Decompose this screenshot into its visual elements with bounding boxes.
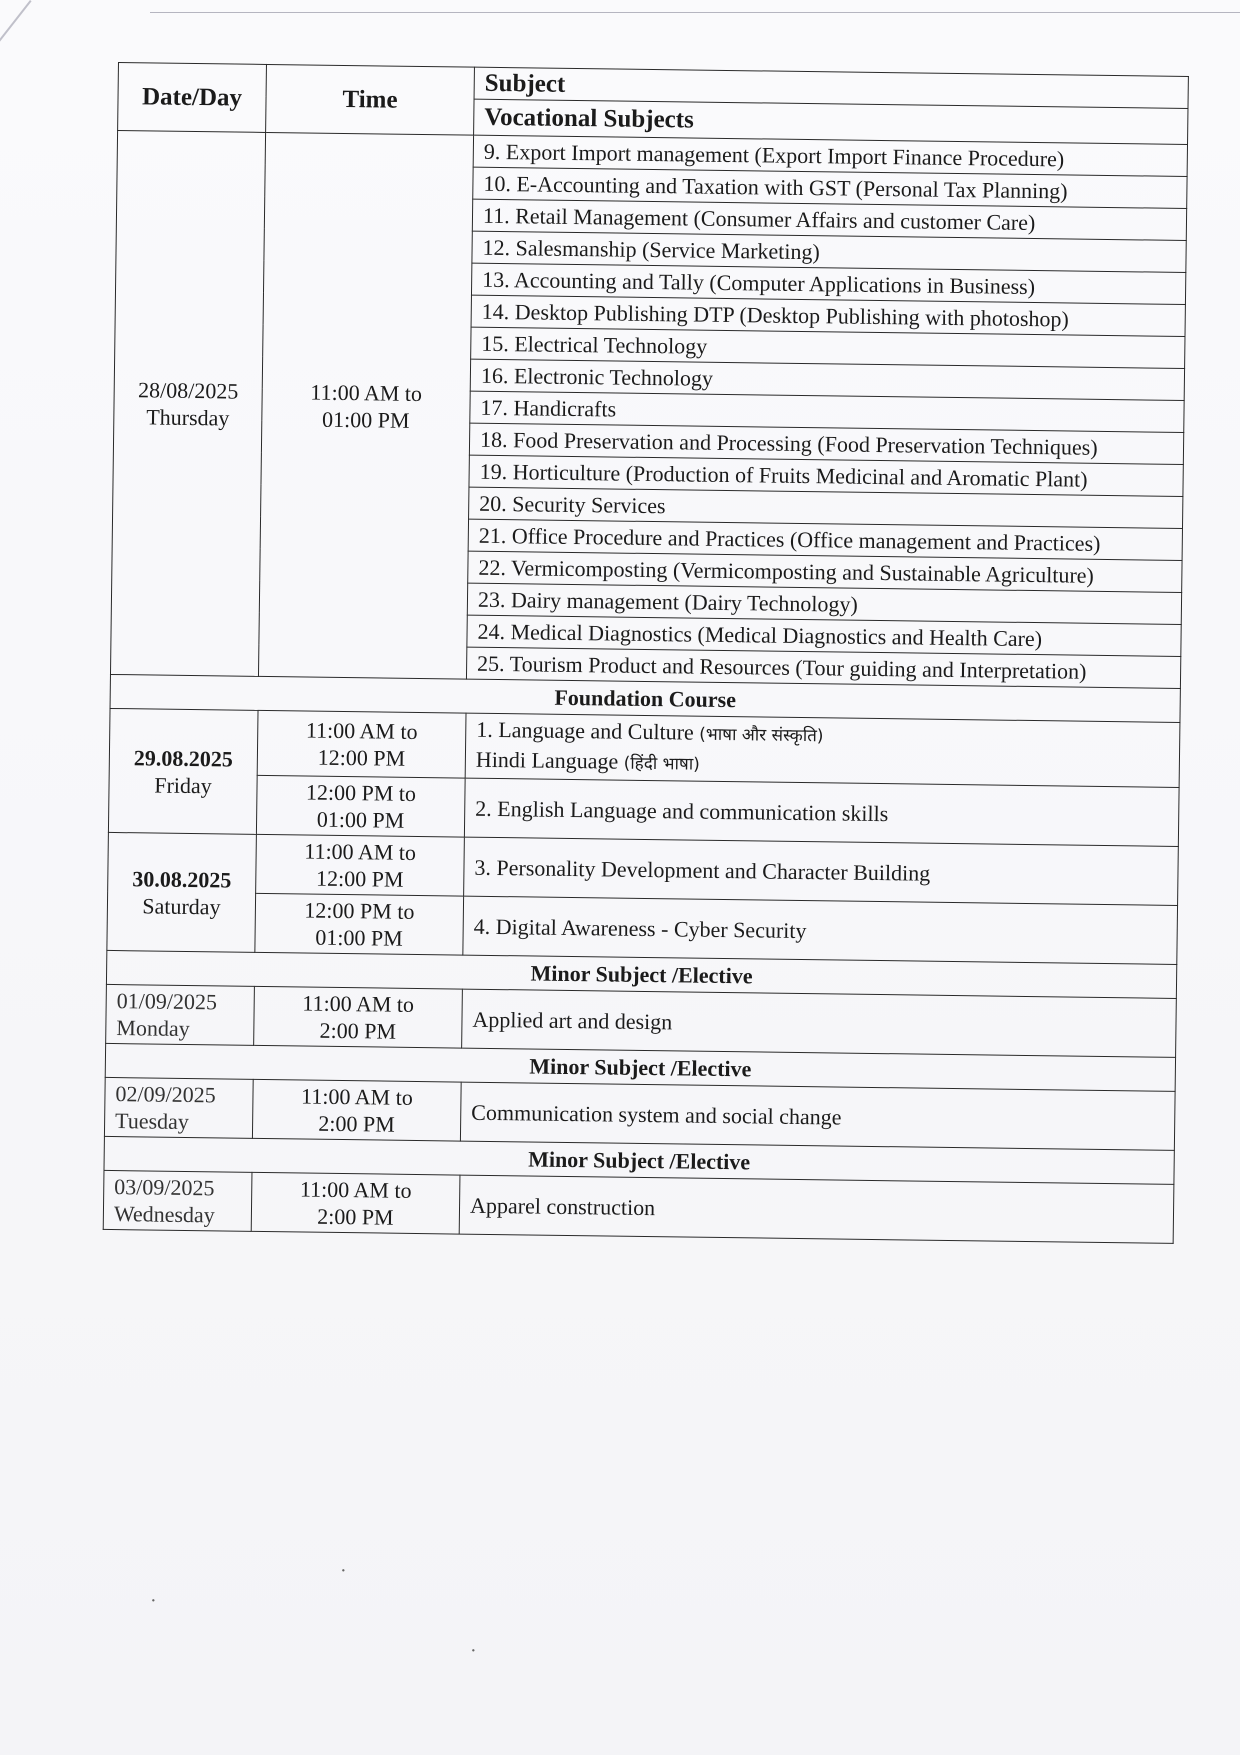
minor2-subject: Communication system and social change — [460, 1082, 1175, 1150]
foundation-day2-slot2-subject: 4. Digital Awareness - Cyber Security — [463, 896, 1178, 964]
page-edge-line — [150, 12, 1240, 13]
subject-row: 18. Food Preservation and Processing (Food Preservation Techniques) — [469, 423, 1183, 464]
subject-row: 17. Handicrafts — [470, 391, 1184, 432]
foundation-day1-slot1-time — [257, 710, 466, 778]
foundation-day2-slot1-subject: 3. Personality Development and Character Building — [464, 837, 1179, 905]
minor2-date-cell — [104, 1077, 253, 1138]
subject-row: 19. Horticulture (Production of Fruits Medicinal and Aromatic Plant) — [469, 455, 1183, 496]
subject-text: Hindi Language — [475, 746, 619, 774]
subject-row: 9. Export Import management (Export Import Finance Procedure) — [473, 135, 1187, 176]
foundation-day1-slot2-subject: 2. English Language and communication skills — [464, 778, 1179, 846]
foundation-day1-date-cell — [108, 708, 258, 834]
minor1-date-cell — [106, 984, 255, 1045]
subject-row: 24. Medical Diagnostics (Medical Diagnostics and Health Care) — [467, 615, 1181, 656]
minor2-time — [252, 1079, 461, 1141]
minor1-subject: Applied art and design — [462, 989, 1177, 1057]
foundation-day2-date: 30.08.2025 — [132, 865, 232, 893]
time-end: 01:00 PM — [316, 806, 405, 833]
time-start: 11:00 AM to — [299, 1176, 412, 1203]
foundation-day1-slot2-time — [256, 775, 465, 837]
subject-row: 21. Office Procedure and Practices (Office management and Practices) — [468, 519, 1182, 560]
vocational-time-start: 11:00 AM to — [310, 379, 423, 406]
vocational-date: 28/08/2025 — [137, 376, 239, 404]
minor3-date: 03/09/2025 — [114, 1174, 215, 1201]
subject-text: 1. Language and Culture — [476, 716, 694, 745]
foundation-course-title: Foundation Course — [110, 674, 1180, 722]
foundation-day2-date-cell — [107, 832, 257, 952]
foundation-day1-day: Friday — [154, 772, 212, 798]
foundation-day1-date: 29.08.2025 — [133, 744, 234, 772]
exam-schedule — [103, 62, 1188, 1244]
header-subject: Subject — [474, 67, 1188, 108]
time-end: 2:00 PM — [319, 1017, 397, 1044]
minor3-time — [251, 1172, 460, 1234]
subject-row: 16. Electronic Technology — [470, 359, 1184, 400]
subject-row: 13. Accounting and Tally (Computer Applications in Business) — [471, 263, 1185, 304]
minor1-day: Monday — [116, 1015, 190, 1042]
scan-speck: · — [150, 1590, 157, 1612]
minor2-date: 02/09/2025 — [115, 1081, 216, 1108]
time-end: 12:00 PM — [317, 744, 406, 771]
vocational-subjects-title: Vocational Subjects — [474, 99, 1188, 144]
subject-row: 14. Desktop Publishing DTP (Desktop Publishing with photoshop) — [471, 295, 1185, 336]
subject-hindi-text: (भाषा और संस्कृति) — [699, 724, 824, 747]
time-end: 12:00 PM — [315, 865, 404, 892]
minor-elective-title-1: Minor Subject /Elective — [106, 950, 1176, 998]
subject-row: 20. Security Services — [469, 487, 1183, 528]
vocational-date-cell — [110, 131, 265, 677]
subject-row: 25. Tourism Product and Resources (Tour guiding and Interpretation) — [466, 647, 1180, 688]
header-date-day: Date/Day — [118, 63, 267, 133]
subject-row: 22. Vermicomposting (Vermicomposting and Sustainable Agriculture) — [468, 551, 1182, 592]
minor1-time — [254, 986, 463, 1048]
header-time: Time — [266, 64, 475, 135]
foundation-day2-slot2-time — [255, 893, 464, 955]
vocational-day: Thursday — [146, 403, 230, 430]
vocational-time-end: 01:00 PM — [321, 406, 410, 433]
scan-speck: · — [470, 1640, 477, 1662]
time-start: 12:00 PM to — [305, 779, 417, 806]
schedule-table — [103, 62, 1189, 1244]
time-start: 12:00 PM to — [304, 897, 415, 924]
minor-elective-title-2: Minor Subject /Elective — [105, 1043, 1175, 1091]
subject-row: 23. Dairy management (Dairy Technology) — [467, 583, 1181, 624]
minor3-day: Wednesday — [113, 1201, 215, 1228]
foundation-day1-slot1-subject — [465, 713, 1180, 787]
page-fold-mark — [0, 0, 32, 127]
foundation-day2-slot1-time — [256, 834, 465, 896]
vocational-time-cell — [258, 132, 473, 679]
minor3-date-cell — [103, 1170, 252, 1231]
time-start: 11:00 AM to — [300, 1083, 413, 1110]
minor-elective-title-3: Minor Subject /Elective — [104, 1136, 1174, 1184]
minor2-day: Tuesday — [114, 1108, 190, 1135]
time-end: 01:00 PM — [315, 924, 403, 951]
time-end: 2:00 PM — [317, 1203, 394, 1230]
time-start: 11:00 AM to — [304, 838, 417, 865]
subject-row: 12. Salesmanship (Service Marketing) — [472, 231, 1186, 272]
minor1-date: 01/09/2025 — [116, 988, 218, 1015]
scan-speck: · — [340, 1560, 347, 1582]
subject-row: 15. Electrical Technology — [471, 327, 1185, 368]
time-start: 11:00 AM to — [302, 990, 415, 1017]
subject-hindi-text: (हिंदी भाषा) — [623, 753, 700, 775]
subject-row: 10. E-Accounting and Taxation with GST (Personal Tax Planning) — [473, 167, 1187, 208]
time-start: 11:00 AM to — [305, 717, 418, 744]
minor3-subject: Apparel construction — [459, 1175, 1174, 1243]
time-end: 2:00 PM — [318, 1110, 395, 1137]
subject-row: 11. Retail Management (Consumer Affairs and customer Care) — [472, 199, 1186, 240]
foundation-day2-day: Saturday — [142, 892, 221, 919]
